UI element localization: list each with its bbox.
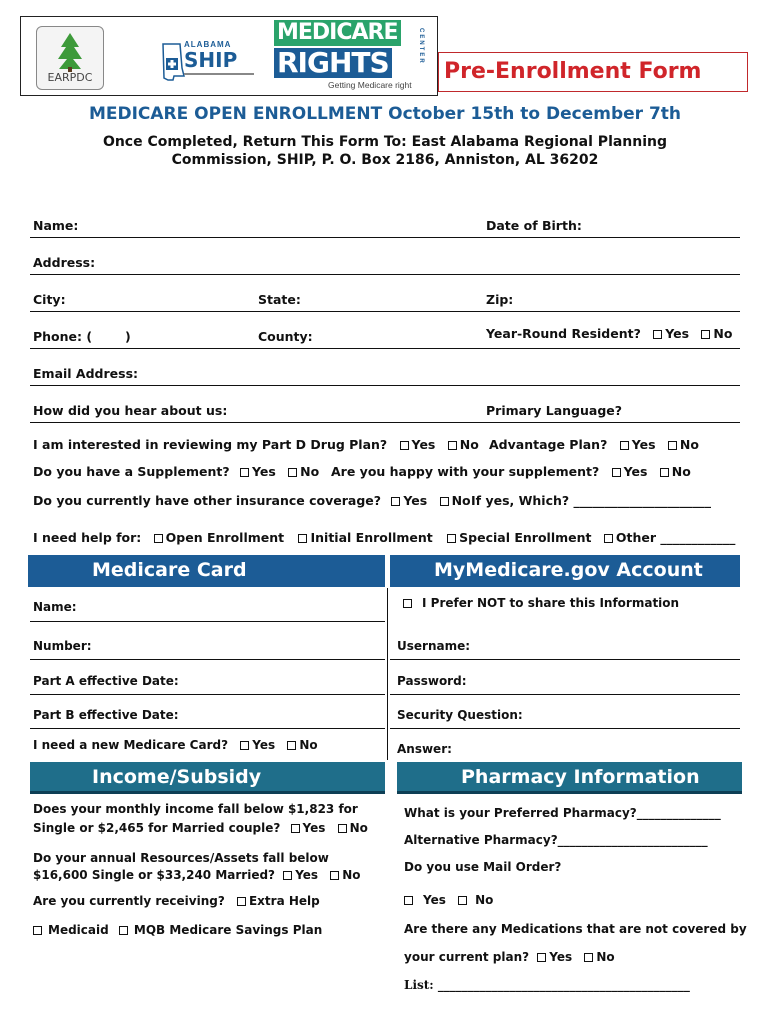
new-card-label: I need a new Medicare Card? [33, 738, 229, 752]
help-special-label: Special Enrollment [459, 530, 592, 545]
other-ins-no-checkbox[interactable] [440, 497, 449, 506]
other-insurance-label: Do you currently have other insurance coverage? [33, 493, 382, 508]
yes-label: Yes [623, 464, 648, 479]
mail-order-options [404, 893, 493, 907]
no-label: No [300, 464, 320, 479]
no-label: No [451, 493, 471, 508]
extra-help-checkbox[interactable] [237, 897, 246, 906]
supplement-label: Do you have a Supplement? [33, 464, 230, 479]
happy-label: Are you happy with your supplement? [331, 464, 600, 479]
column-divider [387, 588, 388, 760]
help-initial-label: Initial Enrollment [310, 530, 433, 545]
card-name-label: Name: [33, 600, 77, 614]
current-plan-label: your current plan? [404, 950, 530, 964]
assets-q [33, 868, 361, 882]
prefer-not-option [403, 596, 679, 610]
phone-line[interactable] [30, 348, 740, 349]
security-line[interactable] [390, 728, 740, 729]
name-line[interactable] [30, 237, 740, 238]
mrc-tag: Getting Medicare right [328, 80, 412, 90]
yes-label: Yes [251, 464, 276, 479]
which-field[interactable]: If yes, Which? ______________________ [471, 493, 711, 508]
address-label: Address: [33, 255, 96, 270]
alabama-ship-logo [160, 40, 260, 86]
help-for-question [33, 530, 735, 545]
income-yes-checkbox[interactable] [291, 824, 300, 833]
assets-q-line1: Do your annual Resources/Assets fall below [33, 851, 329, 865]
medicare-rights-logo [274, 20, 440, 92]
advantage-no-checkbox[interactable] [668, 441, 677, 450]
medicaid-label: Medicaid [48, 923, 109, 937]
current-plan-no-checkbox[interactable] [584, 953, 593, 962]
part-a-label: Part A effective Date: [33, 674, 179, 688]
alternative-pharmacy-field[interactable]: Alternative Pharmacy?_________________________ [404, 833, 708, 847]
medication-list-field[interactable]: List: __________________________________________ [404, 978, 690, 992]
other-ins-yes-checkbox[interactable] [391, 497, 400, 506]
supplement-yes-checkbox[interactable] [240, 468, 249, 477]
mqb-checkbox[interactable] [119, 926, 128, 935]
medicaid-checkbox[interactable] [33, 926, 42, 935]
part-b-label: Part B effective Date: [33, 708, 179, 722]
email-label: Email Address: [33, 366, 139, 381]
phone-label: Phone: ( [33, 329, 93, 344]
enrollment-banner: MEDICARE OPEN ENROLLMENT October 15th to December 7th [88, 104, 682, 124]
form-title: Pre-Enrollment Form [438, 52, 748, 92]
earpdc-logo [36, 26, 104, 90]
zip-label: Zip: [486, 292, 514, 307]
card-number-line[interactable] [30, 659, 385, 660]
yes-label: Yes [411, 437, 436, 452]
language-label: Primary Language? [486, 403, 622, 418]
prefer-not-label: I Prefer NOT to share this Information [422, 596, 680, 610]
year-round-no-checkbox[interactable] [701, 330, 710, 339]
no-label: No [679, 437, 699, 452]
help-for-label: I need help for: [33, 530, 142, 545]
income-q1 [33, 821, 368, 835]
happy-question [331, 464, 691, 479]
happy-yes-checkbox[interactable] [612, 468, 621, 477]
no-label: No [475, 893, 494, 907]
supplement-question [33, 464, 319, 479]
phone-close: ) [125, 329, 131, 344]
state-label: State: [258, 292, 301, 307]
username-label: Username: [397, 639, 471, 653]
card-number-label: Number: [33, 639, 92, 653]
medicaid-options [33, 923, 322, 937]
help-other-checkbox[interactable] [604, 534, 613, 543]
city-line[interactable] [30, 311, 740, 312]
mail-order-no-checkbox[interactable] [458, 896, 467, 905]
earpdc-text: EARPDC [47, 71, 93, 84]
mrc-line1: MEDICARE [274, 20, 401, 46]
mail-order-yes-checkbox[interactable] [404, 896, 413, 905]
current-plan-yes-checkbox[interactable] [537, 953, 546, 962]
medicare-card-header: Medicare Card [28, 555, 385, 587]
partd-yes-checkbox[interactable] [400, 441, 409, 450]
partd-label: I am interested in reviewing my Part D Drug Plan? [33, 437, 388, 452]
new-card-yes-checkbox[interactable] [240, 741, 249, 750]
ship-top-text: ALABAMA [184, 40, 232, 49]
no-label: No [671, 464, 691, 479]
no-label: No [299, 738, 318, 752]
alabama-state-icon [160, 42, 186, 82]
mrc-side: CENTER [418, 28, 424, 65]
card-name-line[interactable] [30, 621, 385, 622]
income-q1-line2: Single or $2,465 for Married couple? [33, 821, 281, 835]
county-label: County: [258, 329, 313, 344]
yes-label: Yes [295, 868, 319, 882]
yes-label: Yes [423, 893, 446, 907]
year-round-yes-checkbox[interactable] [653, 330, 662, 339]
no-label: No [349, 821, 368, 835]
income-no-checkbox[interactable] [338, 824, 347, 833]
yes-label: Yes [665, 326, 690, 341]
new-card-no-checkbox[interactable] [287, 741, 296, 750]
mail-order-label: Do you use Mail Order? [404, 860, 562, 874]
heard-label: How did you hear about us: [33, 403, 228, 418]
no-label: No [459, 437, 479, 452]
advantage-question [489, 437, 699, 452]
email-line[interactable] [30, 385, 740, 386]
no-label: No [713, 326, 733, 341]
year-round-question [486, 326, 732, 341]
return-line-2: Commission, SHIP, P. O. Box 2186, Anniston, AL 36202 [171, 152, 599, 168]
help-special-checkbox[interactable] [447, 534, 456, 543]
happy-no-checkbox[interactable] [660, 468, 669, 477]
answer-label: Answer: [397, 742, 452, 756]
advantage-label: Advantage Plan? [489, 437, 608, 452]
assets-no-checkbox[interactable] [330, 871, 339, 880]
pharmacy-header: Pharmacy Information [397, 762, 742, 794]
security-label: Security Question: [397, 708, 523, 722]
help-open-checkbox[interactable] [154, 534, 163, 543]
preferred-pharmacy-field[interactable]: What is your Preferred Pharmacy?______________ [404, 806, 721, 820]
no-label: No [342, 868, 361, 882]
help-open-label: Open Enrollment [165, 530, 285, 545]
part-b-line[interactable] [30, 728, 385, 729]
tree-icon [37, 29, 103, 73]
yes-label: Yes [252, 738, 276, 752]
ship-main-text: SHIP [184, 48, 238, 72]
yes-label: Yes [631, 437, 656, 452]
current-plan-question [404, 950, 615, 964]
advantage-yes-checkbox[interactable] [620, 441, 629, 450]
assets-yes-checkbox[interactable] [283, 871, 292, 880]
dob-label: Date of Birth: [486, 218, 582, 233]
other-insurance-question [33, 493, 471, 508]
heard-line[interactable] [30, 422, 740, 423]
receiving-label: Are you currently receiving? [33, 894, 225, 908]
extra-help-label: Extra Help [248, 894, 320, 908]
yes-label: Yes [403, 493, 428, 508]
return-line-1: Once Completed, Return This Form To: East Alabama Regional Planning [102, 134, 668, 150]
password-label: Password: [397, 674, 467, 688]
mqb-label: MQB Medicare Savings Plan [133, 923, 323, 937]
help-other-label: Other ____________ [615, 530, 736, 545]
not-covered-label: Are there any Medications that are not covered by [404, 922, 747, 936]
yes-label: Yes [549, 950, 573, 964]
new-card-question [33, 738, 318, 752]
year-round-label: Year-Round Resident? [486, 326, 641, 341]
income-q1-line1: Does your monthly income fall below $1,823 for [33, 802, 358, 816]
yes-label: Yes [302, 821, 326, 835]
address-line[interactable] [30, 274, 740, 275]
password-line[interactable] [390, 694, 740, 695]
income-header: Income/Subsidy [30, 762, 385, 794]
prefer-not-checkbox[interactable] [403, 599, 412, 608]
city-label: City: [33, 292, 66, 307]
username-line[interactable] [390, 659, 740, 660]
partd-no-checkbox[interactable] [448, 441, 457, 450]
supplement-no-checkbox[interactable] [288, 468, 297, 477]
no-label: No [596, 950, 615, 964]
mrc-line2: RIGHTS [274, 48, 392, 78]
help-initial-checkbox[interactable] [298, 534, 307, 543]
part-a-line[interactable] [30, 694, 385, 695]
mymedicare-header: MyMedicare.gov Account [390, 555, 740, 587]
assets-q-line2: $16,600 Single or $33,240 Married? [33, 868, 276, 882]
receiving-q [33, 894, 320, 908]
ship-underline [184, 73, 254, 75]
name-label: Name: [33, 218, 79, 233]
partd-question [33, 437, 479, 452]
